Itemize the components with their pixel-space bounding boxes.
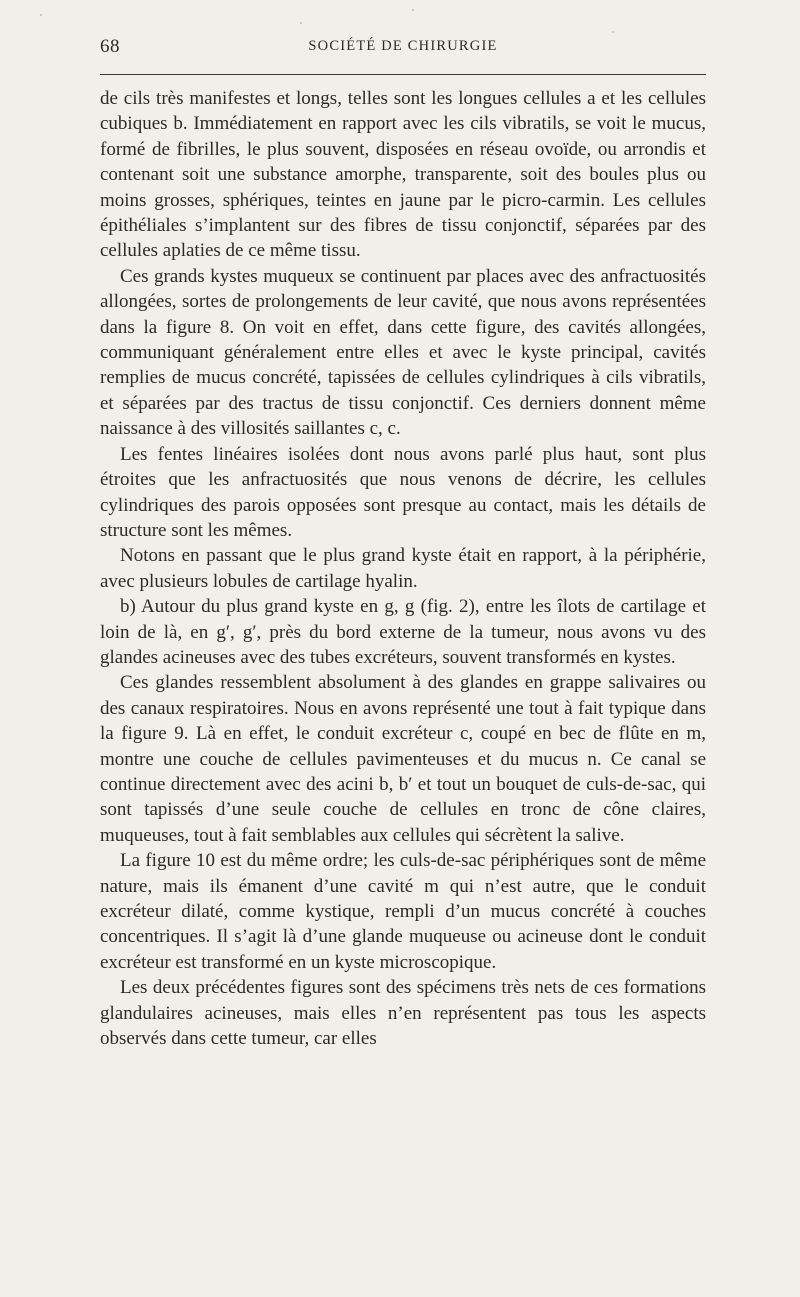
paper-speck [300,22,302,24]
paragraph-1: de cils très manifestes et longs, telles sont les longues cellules a et les cellules cubiques b. Immédiatement en rapport avec les cils vibratils, se voit le mucus, formé de fibrilles, le plus souvent, disposées en réseau ovoïde, ou arrondis et contenant soit une substance amorphe, transparente, soit des boules plus ou moins grosses, sphériques, teintes en jaune par le picro-carmin. Les cellules épithéliales s’implantent sur des fibres de tissu conjonctif, séparées par des cellules aplaties de ce même tissu. [100,88,706,262]
running-head: SOCIÉTÉ DE CHIRURGIE [308,38,498,54]
paper-speck [412,9,414,11]
paper-speck [40,14,42,16]
page-number: 68 [100,36,120,57]
paragraph-3: Les fentes linéaires isolées dont nous avons parlé plus haut, sont plus étroites que les anfractuosités que nous venons de décrire, les cellules cylindriques des parois opposées sont presque au contact, mais les détails de structure sont les mêmes. [100,443,706,541]
header-rule [100,74,706,75]
paper-speck [612,31,614,33]
body-text [100,86,706,1051]
paragraph-6: Ces glandes ressemblent absolument à des glandes en grappe salivaires ou des canaux respiratoires. Nous en avons représenté une tout à fait typique dans la figure 9. Là en effet, le conduit excréteur c, coupé en bec de flûte en m, montre une couche de cellules pavimenteuses et du mucus n. Ce canal se continue directement avec des acini b, b′ et tout un bouquet de culs-de-sac, qui sont tapissés d’une seule couche de cellules en tronc de cône claires, muqueuses, tout à fait semblables aux cellules qui sécrètent la salive. [100,672,706,846]
paragraph-8: Les deux précédentes figures sont des spécimens très nets de ces formations glandulaires acineuses, mais elles n’en représentent pas tous les aspects observés dans cette tumeur, car elles [100,977,706,1050]
paragraph-7: La figure 10 est du même ordre; les culs-de-sac périphériques sont de même nature, mais ils émanent d’une cavité m qui n’est autre, que le conduit excréteur dilaté, comme kystique, rempli d’un mucus concrété à couches concentriques. Il s’agit là d’une glande muqueuse ou acineuse dont le conduit excréteur est transformé en un kyste microscopique. [100,850,706,973]
paragraph-2: Ces grands kystes muqueux se continuent par places avec des anfractuosités allongées, sortes de prolongements de leur cavité, que nous avons représentées dans la figure 8. On voit en effet, dans cette figure, des cavités allongées, communiquant généralement entre elles et avec le kyste principal, cavités remplies de mucus concrété, tapissées de cellules cylindriques à cils vibratils, et séparées par des tractus de tissu conjonctif. Ces derniers donnent même naissance à des villosités saillantes c, c. [100,265,706,440]
paragraph-5: b) Autour du plus grand kyste en g, g (fig. 2), entre les îlots de cartilage et loin de là, en g′, g′, près du bord externe de la tumeur, nous avons vu des glandes acineuses avec des tubes excréteurs, souvent transformés en kystes. [100,596,706,668]
paragraph-4: Notons en passant que le plus grand kyste était en rapport, à la périphérie, avec plusieurs lobules de cartilage hyalin. [100,545,706,592]
page-header [100,36,706,60]
